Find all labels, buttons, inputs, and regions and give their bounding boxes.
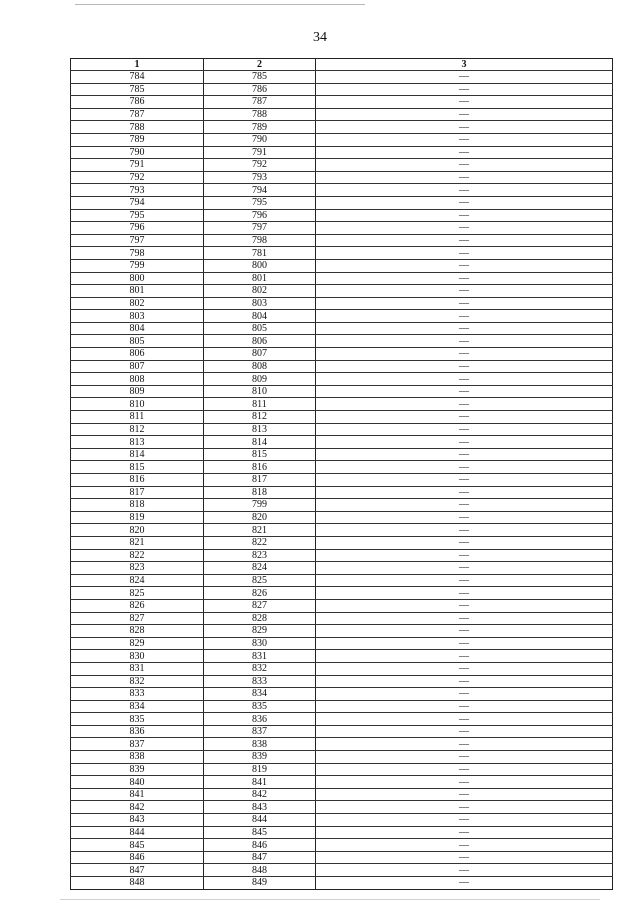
table-cell-col2: 807 — [204, 348, 316, 361]
table-cell-col1: 815 — [71, 461, 204, 474]
table-row — [71, 348, 613, 361]
table-row — [71, 297, 613, 310]
table-cell-col3: — — [316, 574, 613, 587]
table-cell-col3: — — [316, 285, 613, 298]
table-cell-col1: 823 — [71, 562, 204, 575]
table-cell-col3: — — [316, 650, 613, 663]
table-row — [71, 637, 613, 650]
table-cell-col3: — — [316, 851, 613, 864]
table-row — [71, 524, 613, 537]
table-cell-col1: 817 — [71, 486, 204, 499]
table-cell-col1: 828 — [71, 625, 204, 638]
table-cell-col1: 795 — [71, 209, 204, 222]
table-cell-col3: — — [316, 511, 613, 524]
table-cell-col1: 791 — [71, 159, 204, 172]
table-row — [71, 108, 613, 121]
table-cell-col2: 832 — [204, 662, 316, 675]
table-cell-col1: 812 — [71, 423, 204, 436]
table-row — [71, 411, 613, 424]
table-cell-col1: 847 — [71, 864, 204, 877]
table-cell-col1: 839 — [71, 763, 204, 776]
table-row — [71, 184, 613, 197]
table-cell-col2: 838 — [204, 738, 316, 751]
column-header: 3 — [316, 59, 613, 71]
page-number: 34 — [313, 30, 327, 45]
table-cell-col1: 785 — [71, 83, 204, 96]
table-row — [71, 385, 613, 398]
column-header: 2 — [204, 59, 316, 71]
table-cell-col2: 848 — [204, 864, 316, 877]
table-cell-col1: 800 — [71, 272, 204, 285]
table-cell-col1: 810 — [71, 398, 204, 411]
table-row — [71, 121, 613, 134]
table-cell-col2: 844 — [204, 814, 316, 827]
table-cell-col2: 822 — [204, 536, 316, 549]
scan-artifact-bottom — [60, 899, 600, 900]
table-cell-col3: — — [316, 171, 613, 184]
table-cell-col1: 829 — [71, 637, 204, 650]
table-cell-col2: 839 — [204, 751, 316, 764]
table-cell-col2: 845 — [204, 826, 316, 839]
table-row — [71, 612, 613, 625]
table-cell-col2: 816 — [204, 461, 316, 474]
table-cell-col3: — — [316, 826, 613, 839]
table-cell-col2: 811 — [204, 398, 316, 411]
table-cell-col1: 801 — [71, 285, 204, 298]
table-row — [71, 285, 613, 298]
table-cell-col3: — — [316, 474, 613, 487]
table-cell-col3: — — [316, 738, 613, 751]
table-cell-col1: 818 — [71, 499, 204, 512]
table-row — [71, 448, 613, 461]
table-cell-col2: 819 — [204, 763, 316, 776]
table-cell-col1: 788 — [71, 121, 204, 134]
table-cell-col2: 781 — [204, 247, 316, 260]
table-cell-col1: 836 — [71, 725, 204, 738]
table-row — [71, 536, 613, 549]
table-cell-col1: 843 — [71, 814, 204, 827]
table-cell-col2: 793 — [204, 171, 316, 184]
table-cell-col1: 798 — [71, 247, 204, 260]
column-header: 1 — [71, 59, 204, 71]
table-cell-col1: 834 — [71, 700, 204, 713]
table-row — [71, 826, 613, 839]
table-cell-col3: — — [316, 411, 613, 424]
table-cell-col3: — — [316, 763, 613, 776]
table-cell-col2: 821 — [204, 524, 316, 537]
table-cell-col2: 802 — [204, 285, 316, 298]
table-cell-col3: — — [316, 587, 613, 600]
table-cell-col1: 827 — [71, 612, 204, 625]
table-cell-col3: — — [316, 297, 613, 310]
table-cell-col1: 845 — [71, 839, 204, 852]
table-cell-col1: 838 — [71, 751, 204, 764]
table-cell-col2: 801 — [204, 272, 316, 285]
table-cell-col2: 795 — [204, 196, 316, 209]
table-row — [71, 788, 613, 801]
table-cell-col3: — — [316, 184, 613, 197]
table-cell-col1: 841 — [71, 788, 204, 801]
table-cell-col3: — — [316, 864, 613, 877]
table-cell-col2: 797 — [204, 222, 316, 235]
table-row — [71, 373, 613, 386]
table-row — [71, 562, 613, 575]
table-cell-col3: — — [316, 146, 613, 159]
table-cell-col3: — — [316, 348, 613, 361]
table-row — [71, 486, 613, 499]
table-cell-col2: 814 — [204, 436, 316, 449]
table-cell-col3: — — [316, 486, 613, 499]
table-cell-col2: 803 — [204, 297, 316, 310]
table-cell-col2: 818 — [204, 486, 316, 499]
table-cell-col3: — — [316, 96, 613, 109]
table-cell-col3: — — [316, 776, 613, 789]
table-cell-col1: 806 — [71, 348, 204, 361]
table-cell-col2: 794 — [204, 184, 316, 197]
table-row — [71, 83, 613, 96]
table-cell-col2: 827 — [204, 599, 316, 612]
table-row — [71, 599, 613, 612]
table-row — [71, 776, 613, 789]
table-body — [71, 71, 613, 890]
table-row — [71, 247, 613, 260]
table-cell-col3: — — [316, 612, 613, 625]
table-row — [71, 171, 613, 184]
table-cell-col3: — — [316, 423, 613, 436]
table-cell-col1: 848 — [71, 877, 204, 890]
table-cell-col2: 808 — [204, 360, 316, 373]
table-cell-col3: — — [316, 461, 613, 474]
table-cell-col2: 815 — [204, 448, 316, 461]
table-row — [71, 864, 613, 877]
table-cell-col3: — — [316, 247, 613, 260]
table-cell-col1: 824 — [71, 574, 204, 587]
table-cell-col3: — — [316, 159, 613, 172]
table-row — [71, 360, 613, 373]
table-cell-col3: — — [316, 700, 613, 713]
table-cell-col2: 798 — [204, 234, 316, 247]
table-row — [71, 335, 613, 348]
table-row — [71, 851, 613, 864]
table-cell-col3: — — [316, 637, 613, 650]
table-cell-col2: 824 — [204, 562, 316, 575]
table-cell-col2: 830 — [204, 637, 316, 650]
table-cell-col1: 813 — [71, 436, 204, 449]
table-cell-col2: 804 — [204, 310, 316, 323]
table-row — [71, 398, 613, 411]
table-cell-col3: — — [316, 801, 613, 814]
table-cell-col2: 813 — [204, 423, 316, 436]
table-cell-col3: — — [316, 599, 613, 612]
table-cell-col3: — — [316, 877, 613, 890]
table-row — [71, 801, 613, 814]
table-row — [71, 222, 613, 235]
table-row — [71, 625, 613, 638]
table-cell-col3: — — [316, 524, 613, 537]
table-cell-col1: 808 — [71, 373, 204, 386]
table-cell-col1: 814 — [71, 448, 204, 461]
table-row — [71, 650, 613, 663]
table-cell-col3: — — [316, 310, 613, 323]
table-cell-col2: 837 — [204, 725, 316, 738]
table-cell-col3: — — [316, 385, 613, 398]
table-cell-col2: 812 — [204, 411, 316, 424]
table-cell-col1: 787 — [71, 108, 204, 121]
table-cell-col2: 786 — [204, 83, 316, 96]
header-row — [71, 59, 613, 71]
table-cell-col1: 802 — [71, 297, 204, 310]
table-cell-col1: 803 — [71, 310, 204, 323]
table-cell-col3: — — [316, 499, 613, 512]
table-cell-col2: 843 — [204, 801, 316, 814]
table-cell-col2: 796 — [204, 209, 316, 222]
table-cell-col2: 828 — [204, 612, 316, 625]
table-row — [71, 310, 613, 323]
table-cell-col3: — — [316, 322, 613, 335]
table-cell-col2: 792 — [204, 159, 316, 172]
table-cell-col3: — — [316, 259, 613, 272]
table-cell-col3: — — [316, 436, 613, 449]
table-cell-col2: 849 — [204, 877, 316, 890]
table-cell-col1: 793 — [71, 184, 204, 197]
table-row — [71, 763, 613, 776]
table-cell-col1: 837 — [71, 738, 204, 751]
table-cell-col1: 844 — [71, 826, 204, 839]
table-row — [71, 133, 613, 146]
table-cell-col1: 816 — [71, 474, 204, 487]
table-row — [71, 688, 613, 701]
table-cell-col3: — — [316, 549, 613, 562]
table-cell-col2: 846 — [204, 839, 316, 852]
table-cell-col1: 794 — [71, 196, 204, 209]
table-row — [71, 574, 613, 587]
table-cell-col1: 807 — [71, 360, 204, 373]
table-cell-col1: 784 — [71, 71, 204, 84]
table-cell-col3: — — [316, 675, 613, 688]
table-row — [71, 423, 613, 436]
table-cell-col2: 826 — [204, 587, 316, 600]
table-cell-col1: 799 — [71, 259, 204, 272]
table-row — [71, 259, 613, 272]
table-cell-col1: 831 — [71, 662, 204, 675]
table-cell-col1: 789 — [71, 133, 204, 146]
table-cell-col3: — — [316, 662, 613, 675]
table-cell-col1: 809 — [71, 385, 204, 398]
table-cell-col3: — — [316, 272, 613, 285]
table-row — [71, 725, 613, 738]
table-cell-col2: 833 — [204, 675, 316, 688]
table-cell-col1: 821 — [71, 536, 204, 549]
table-cell-col2: 836 — [204, 713, 316, 726]
table-row — [71, 272, 613, 285]
table-cell-col3: — — [316, 83, 613, 96]
table-cell-col3: — — [316, 71, 613, 84]
table-row — [71, 96, 613, 109]
table-cell-col3: — — [316, 222, 613, 235]
table-cell-col2: 835 — [204, 700, 316, 713]
table-cell-col2: 810 — [204, 385, 316, 398]
table-cell-col1: 797 — [71, 234, 204, 247]
table-cell-col3: — — [316, 713, 613, 726]
table-cell-col2: 800 — [204, 259, 316, 272]
table-row — [71, 738, 613, 751]
table-cell-col2: 831 — [204, 650, 316, 663]
table-cell-col1: 786 — [71, 96, 204, 109]
table-row — [71, 234, 613, 247]
table-cell-col1: 796 — [71, 222, 204, 235]
table-cell-col2: 799 — [204, 499, 316, 512]
table-cell-col3: — — [316, 234, 613, 247]
table-cell-col3: — — [316, 196, 613, 209]
table-row — [71, 159, 613, 172]
table-row — [71, 662, 613, 675]
table-cell-col2: 790 — [204, 133, 316, 146]
table-cell-col3: — — [316, 562, 613, 575]
table-cell-col2: 841 — [204, 776, 316, 789]
table-cell-col3: — — [316, 108, 613, 121]
data-table — [70, 58, 613, 890]
table-row — [71, 713, 613, 726]
table-cell-col1: 840 — [71, 776, 204, 789]
table-row — [71, 751, 613, 764]
table-cell-col2: 834 — [204, 688, 316, 701]
table-cell-col2: 809 — [204, 373, 316, 386]
table-cell-col2: 806 — [204, 335, 316, 348]
table-cell-col2: 787 — [204, 96, 316, 109]
table-row — [71, 675, 613, 688]
table-cell-col3: — — [316, 209, 613, 222]
table-cell-col3: — — [316, 839, 613, 852]
table-cell-col3: — — [316, 448, 613, 461]
table-cell-col2: 825 — [204, 574, 316, 587]
table-row — [71, 877, 613, 890]
table-row — [71, 209, 613, 222]
table-cell-col1: 819 — [71, 511, 204, 524]
table-row — [71, 511, 613, 524]
table-cell-col3: — — [316, 398, 613, 411]
table-cell-col3: — — [316, 788, 613, 801]
table-row — [71, 322, 613, 335]
table-row — [71, 474, 613, 487]
table-cell-col1: 822 — [71, 549, 204, 562]
table-cell-col3: — — [316, 360, 613, 373]
table-cell-col3: — — [316, 625, 613, 638]
table-cell-col1: 846 — [71, 851, 204, 864]
table-cell-col1: 830 — [71, 650, 204, 663]
table-cell-col2: 817 — [204, 474, 316, 487]
table-row — [71, 839, 613, 852]
table-cell-col3: — — [316, 725, 613, 738]
table-cell-col2: 785 — [204, 71, 316, 84]
table-cell-col3: — — [316, 751, 613, 764]
table-cell-col3: — — [316, 335, 613, 348]
table-cell-col1: 804 — [71, 322, 204, 335]
table-cell-col1: 833 — [71, 688, 204, 701]
table-row — [71, 71, 613, 84]
table-cell-col2: 823 — [204, 549, 316, 562]
table-cell-col3: — — [316, 814, 613, 827]
table-row — [71, 436, 613, 449]
table-cell-col1: 832 — [71, 675, 204, 688]
table-row — [71, 146, 613, 159]
table-cell-col3: — — [316, 133, 613, 146]
table-cell-col2: 805 — [204, 322, 316, 335]
table-cell-col3: — — [316, 121, 613, 134]
table-cell-col2: 788 — [204, 108, 316, 121]
table-row — [71, 814, 613, 827]
table-cell-col3: — — [316, 688, 613, 701]
table-cell-col2: 842 — [204, 788, 316, 801]
table-cell-col1: 820 — [71, 524, 204, 537]
table-cell-col2: 789 — [204, 121, 316, 134]
table-cell-col2: 829 — [204, 625, 316, 638]
table-row — [71, 587, 613, 600]
table-cell-col1: 826 — [71, 599, 204, 612]
table-row — [71, 461, 613, 474]
scan-artifact-top — [75, 4, 365, 5]
table-cell-col2: 847 — [204, 851, 316, 864]
table-row — [71, 549, 613, 562]
table-row — [71, 700, 613, 713]
table-cell-col1: 805 — [71, 335, 204, 348]
table-cell-col1: 790 — [71, 146, 204, 159]
table-row — [71, 499, 613, 512]
table-cell-col1: 811 — [71, 411, 204, 424]
table-row — [71, 196, 613, 209]
table-cell-col2: 820 — [204, 511, 316, 524]
table-cell-col1: 825 — [71, 587, 204, 600]
table-cell-col3: — — [316, 536, 613, 549]
table-cell-col1: 792 — [71, 171, 204, 184]
table-cell-col1: 842 — [71, 801, 204, 814]
table-cell-col1: 835 — [71, 713, 204, 726]
table-cell-col3: — — [316, 373, 613, 386]
table-cell-col2: 791 — [204, 146, 316, 159]
